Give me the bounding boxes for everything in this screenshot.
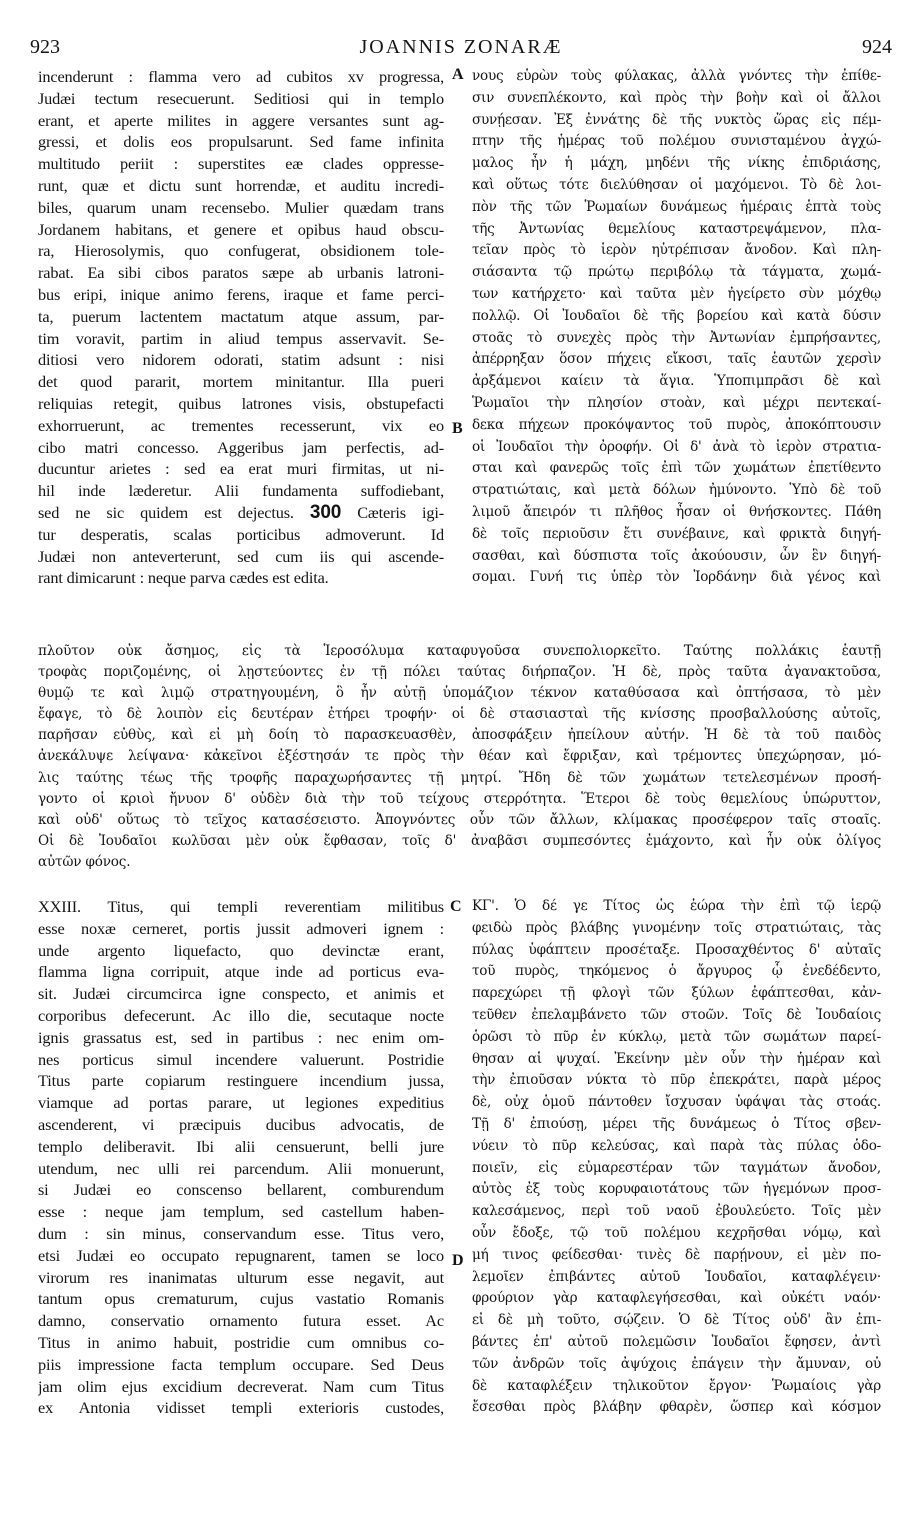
text-line: ἔσεσθαι πρὸς βλάβην φθαρὲν, ὥσπερ καὶ κόσμον — [472, 1399, 881, 1416]
page-number-right: 924 — [862, 36, 892, 58]
text-line: καλεσάμενος, περὶ τοῦ ναοῦ ἐβουλεύετο. Τοῖς μὲν — [472, 1203, 881, 1220]
text-line: dum : sin minus, conservandum esse. Titus vero, — [38, 1223, 444, 1243]
text-line: δὲ καταφλέξειν τηλικοῦτον ἔργον· Ῥωμαίοις γὰρ — [472, 1377, 881, 1394]
text-line: αὐτῶν φόνος. — [38, 853, 131, 870]
text-line: Judæi tectum resecuerunt. Seditiosi qui in templo — [38, 88, 444, 108]
text-line: νύειν τὸ πῦρ κελεύσας, καὶ παρὰ τὰς πύλας ὁδο- — [472, 1137, 881, 1154]
running-title: JOANNIS ZONARÆ — [359, 36, 563, 58]
text-line: θησαν αἱ ψυχαί. Ἐκείνην μὲν οὖν τὴν ἡμέραν καὶ — [472, 1050, 881, 1067]
text-line: πτην τῆς ἡμέρας τοῦ πολέμου συνισταμένου ἀγχώ- — [472, 133, 881, 150]
text-line: reliquias retegit, quibus latrones visis, obstupefacti — [38, 393, 444, 413]
text-line: cibo matri concesso. Aggeribus jam perfectis, ad- — [38, 437, 444, 457]
margin-marker-a: A — [452, 66, 464, 83]
text-line: ascenderent, vi præcipuis ducibus advocatis, de — [38, 1114, 444, 1134]
margin-marker-b: B — [452, 420, 463, 437]
greek-column-bottom — [472, 896, 881, 1419]
text-line: στρατιώταις, καὶ μετὰ δόλων ἠμύνοντο. Ὑπὸ δὲ τοῦ — [472, 482, 881, 499]
text-line: tantum opus crematurum, cujus vastatio Romanis — [38, 1289, 444, 1309]
text-line: παρῆσαν εὐθὺς, καὶ εἰ μὴ δοίη τὸ παρασκευασθὲν, ἀποσφάξειν ἠπείλουν αὐτήν. Ἡ δὲ τὰ τοῦ παιδὸς — [38, 727, 881, 744]
text-line: biles, quarum unam recensebo. Mulier quædam trans — [38, 197, 444, 217]
text-line: ex Antonia vidisset templi exterioris custodes, — [38, 1398, 444, 1418]
text-line: δὲ τοῖς περιοῦσιν ἔτι συνέβαινε, καὶ φρικτὰ διηγή- — [472, 525, 881, 542]
text-line: νους εὑρὼν τοὺς φύλακας, ἀλλὰ γνόντες τὴν ἐπίθε- — [472, 68, 881, 84]
text-line: Titus in animo habuit, postridie cum omnibus co- — [38, 1332, 444, 1352]
text-line: flamma ligna corripuit, atque inde ad porticus eva- — [38, 962, 444, 982]
text-line: αὐτὸς ἐξ τοὺς κορυφαιοτάτους τῶν ἡγεμόνων προσ- — [472, 1181, 881, 1198]
text-line — [38, 502, 444, 524]
text-line: ἀπέρρηξαν ὅσον πήχεις εἴκοσι, ταῖς ἑαυτῶν χερσὶν — [472, 351, 881, 368]
text-line: Οἱ δὲ Ἰουδαῖοι κωλῦσαι μὲν οὐκ ἔφθασαν, τοῖς δ' ἀναβᾶσι συμπεσόντες ἐμάχοντο, καὶ ἦν οὐκ ὀλίγος — [38, 832, 881, 849]
text-line: corporibus defecerunt. Ac illo die, secutaque nocte — [38, 1005, 444, 1025]
text-line: rant dimicarunt : neque parva cædes est edita. — [38, 568, 329, 588]
text-line: των κατήρχετο· καὶ ταῦτα μὲν ἠγείρετο σὺν μόχθῳ — [472, 285, 881, 302]
text-line: φρούριον γὰρ καταφλεγήσεσθαι, καὶ οὐκέτι ναόν· — [472, 1290, 881, 1307]
text-line: nes porticus simul incendere valuerunt. Postridie — [38, 1049, 444, 1069]
text-line: πλοῦτον οὐκ ἄσημος, εἰς τὰ Ἱεροσόλυμα καταφυγοῦσα συνεπολιορκεῖτο. Ταύτης πολλάκις ἑαυτῇ — [38, 643, 881, 659]
text-line: σομαι. Γυνή τις ὑπὲρ τὸν Ἰορδάνην διὰ γένος καὶ — [472, 569, 881, 586]
text-line: viamque ad portas parare, ut legiones expeditius — [38, 1093, 444, 1113]
text-line: τὴν ἐπιοῦσαν νύκτα τὸ πῦρ ἐπεκράτει, παρὰ μέρος — [472, 1072, 881, 1089]
text-line: φειδὼ πρὸς βλάβης γινομένην τοῖς στρατιώταις, τὰς — [472, 919, 881, 936]
margin-marker-c: C — [450, 898, 462, 915]
text-line-part: Cæteris igi- — [341, 502, 444, 522]
text-line: runt, quæ et dictu sunt horrendæ, et auditu incredi- — [38, 175, 444, 195]
text-line: λις ταύτης τέως τῆς τροφῆς παραχωρήσαντες τῇ μητρί. Ἤδη δὲ τῶν χωμάτων τετελεσμένων προσή- — [38, 769, 881, 786]
greek-column-top — [472, 66, 881, 589]
text-line: θυμῷ τε καὶ λιμῷ στρατηγουμένη, ὃ ἦν αὐτῇ ὑπομάζιον τέκνον καταθύσασα καὶ ὀπτήσασα, τὸ μὲν — [38, 685, 881, 702]
text-line: ἀρξάμενοι καίειν τὰ ἅγια. Ὑποπιμπρᾶσι δὲ καὶ — [472, 373, 881, 390]
text-line: rabat. Ea sibi cibos paratos sæpe ab urbanis latroni- — [38, 263, 444, 283]
text-line: ὁρῶσι τὸ πῦρ ἐν κύκλῳ, μετὰ τῶν σωμάτων παρεί- — [472, 1028, 881, 1045]
text-line: piis impressione facta templum occupare. Sed Deus — [38, 1354, 444, 1374]
text-line: ΚΓ'. Ὁ δέ γε Τίτος ὡς ἑώρα τὴν ἐπὶ τῷ ἱερῷ — [472, 898, 881, 914]
text-line: Titus parte copiarum restinguere incendium jussa, — [38, 1071, 444, 1091]
text-line: λιμοῦ ἄπειρόν τι πλῆθος ἦσαν οἱ θνήσκοντες. Πάθη — [472, 503, 881, 520]
text-line: μαλος ἦν ἡ μάχη, μηδένι τῆς νίκης ἐπιδριάσης, — [472, 155, 881, 172]
text-line: tur desperatis, scalas porticibus admoverunt. Id — [38, 524, 444, 544]
text-line: XXIII. Titus, qui templi reverentiam militibus — [38, 897, 444, 916]
text-line: Τῇ δ' ἐπιούσῃ, μέρει τῆς δυνάμεως ὁ Τίτος σβεν- — [472, 1115, 881, 1132]
latin-column-bottom — [38, 896, 444, 1419]
text-line: σιάσαντα τῷ πρώτῳ περιβόλῳ τὰ τάγματα, χωμά- — [472, 264, 881, 281]
text-line: παρεχώρει τῇ φλογὶ τῶν ξύλων ἐφάπτεσθαι, κἀν- — [472, 985, 881, 1002]
text-line: τοῦ πυρὸς, τηκόμενος ὁ ἄργυρος ᾧ ἐνεδέδεντο, — [472, 963, 881, 980]
text-line: etsi Judæi eo occupato repugnarent, tamen se loco — [38, 1245, 444, 1265]
text-line: ditiosi vero nidorem odorati, statim adsunt : nisi — [38, 350, 444, 370]
text-line: δεκα πήχεων προκόψαντος τοῦ πυρὸς, ἀποκόπτουσιν — [472, 416, 881, 433]
text-line: τῶν ἀνδρῶν τοῖς ἀψύχοις ἐπάγειν τὴν ἄμυναν, οὐ — [472, 1355, 881, 1372]
text-line: hil inde læderetur. Alii fundamenta suffodiebant, — [38, 481, 444, 501]
text-line: λεμοῖεν ἐπιβάντες αὐτοῦ Ἰουδαῖοι, καταφλέγειν· — [472, 1268, 881, 1285]
text-line: jam olim ejus excidium decreverat. Nam cum Titus — [38, 1376, 444, 1396]
text-line: σασθαι, καὶ δύσπιστα τοῖς ἀκούουσιν, ὧν ἓν διηγή- — [472, 547, 881, 564]
page-number-left: 923 — [30, 36, 60, 58]
text-line: τεῖαν πρὸς τὸ ἱερὸν ηὐτρέπισαν ἄνοδον. Καὶ πλη- — [472, 242, 881, 259]
text-line: εἰ δὲ μὴ τοῦτο, σῴζειν. Ὁ δὲ Τίτος οὐδ' ἂν ἐπι- — [472, 1312, 881, 1329]
margin-page-number: 300 — [309, 501, 342, 523]
text-line: ποιεῖν, εἰς εὐμαρεστέραν τῶν ταγμάτων ἄνοδον, — [472, 1159, 881, 1176]
text-line: Judæi non anteverterunt, sed cum iis qui ascende- — [38, 546, 444, 566]
text-line: βάντες ἐπ' αὐτοῦ πολεμῶσιν Ἰουδαῖοι ἔφησεν, ἀντὶ — [472, 1333, 881, 1350]
text-line: ἀνεκάλυψε λείψανα· κἀκεῖνοι ἐξέστησάν τε πρὸς τὴν θέαν καὶ ἔφριξαν, καὶ τρέμοντες ὑπεχώρησαν, μό- — [38, 748, 881, 765]
text-line: καὶ οὐδ' οὕτως τὸ τεῖχος κατασέσειστο. Ἀπογνόντες οὖν τῶν ἄλλων, κλίμακας προσέφερον ταῖς στοαῖς. — [38, 811, 881, 828]
text-line: οἱ Ἰουδαῖοι τὴν ὀροφήν. Οἱ δ' ἀνὰ τὸ ἱερὸν στρατια- — [472, 438, 881, 455]
text-line: virorum res inanimatas ulturum esse negavit, aut — [38, 1267, 444, 1287]
text-line: tim voravit, partim in aliud tempus asservavit. Se- — [38, 328, 444, 348]
text-line: οὖν ἔδοξε, τῷ τοῦ πολέμου κεχρῆσθαι νόμῳ, καὶ — [472, 1224, 881, 1241]
text-line: ἔφαγε, τὸ δὲ λοιπὸν εἰς δευτέραν ἐτήρει τροφήν· οἱ δὲ στασιασταὶ τῆς κνίσσης προσβαλλούσης αὐτοῖς, — [38, 706, 881, 723]
text-line: σιν συνεπλέκοντο, καὶ πρὸς τὴν βοὴν καὶ οἱ ἄλλοι — [472, 89, 881, 106]
margin-marker-d: D — [452, 1252, 464, 1269]
text-line: Ῥωμαῖοι τὴν πλησίον στοὰν, καὶ μέχρι πεντεκαί- — [472, 394, 881, 411]
text-line: exhorruerunt, ac trementes recesserunt, vix eo — [38, 415, 444, 435]
text-line: στοᾶς τὸ συνεχὲς πρὸς τὴν Ἀντωνίαν ἐμπρήσαντες, — [472, 329, 881, 346]
text-line: multitudo periit : superstites eæ clades oppresse- — [38, 154, 444, 174]
text-line: μή τινος φείδεσθαι· τινὲς δὲ παρῄνουν, εἰ μὲν πο- — [472, 1246, 881, 1263]
text-line: σται καὶ φανερῶς τοῖς ἐπὶ τῶν χωμάτων ἐπετίθεντο — [472, 460, 881, 477]
text-line: ducuntur arietes : sed ea erat muri firmitas, ut ni- — [38, 459, 444, 479]
text-line: templo deliberavit. Ibi alii censuerunt, belli jure — [38, 1136, 444, 1156]
text-line: συνῄεσαν. Ἐξ ἐννάτης δὲ τῆς νυκτὸς ὥρας εἰς πέμ- — [472, 111, 881, 128]
text-line: gressi, et dolis eos propulsarunt. Sed fame infinita — [38, 132, 444, 152]
text-line: πὸν τῆς τῶν Ῥωμαίων δυνάμεως ἡμέραις ἑπτὰ τοὺς — [472, 198, 881, 215]
text-line: incenderunt : flamma vero ad cubitos xv progressa, — [38, 67, 444, 86]
text-line: καὶ οὕτως τότε διελύθησαν οἱ μαχόμενοι. Τὸ δὲ λοι- — [472, 176, 881, 193]
text-line: bus eripi, inique animo ferens, iraque et fame perci- — [38, 284, 444, 304]
text-line: utendum, nec ulli rei parcendum. Alii monuerunt, — [38, 1158, 444, 1178]
text-line: damno, conservatio ornamento futura esset. Ac — [38, 1311, 444, 1331]
text-line: ra, Hierosolymis, quo confugerat, obsidionem tole- — [38, 241, 444, 261]
text-line-part: sed ne sic quidem est dejectus. — [38, 502, 310, 522]
text-line: si Judæi eo conscenso bellarent, comburendum — [38, 1180, 444, 1200]
text-line: sit. Judæi circumcirca igne conspecto, et animis et — [38, 984, 444, 1004]
text-line: erant, et aperte milites in aggere versantes sunt ag- — [38, 110, 444, 130]
greek-full-width-block — [38, 641, 881, 873]
text-line: esse : neque jam templum, sed castellum haben- — [38, 1202, 444, 1222]
latin-column-top — [38, 66, 444, 589]
text-line: Jordanem habitans, et genere et opibus haud obscu- — [38, 219, 444, 239]
text-line: ignis grassatus est, sed in partibus : nec enim om- — [38, 1027, 444, 1047]
text-line: γοντο οἱ κριοὶ ἤνυον δ' οὐδὲν διὰ τὴν τοῦ τείχους στερρότητα. Ἕτεροι δὲ τοὺς θεμελίους ὑπώρυττον, — [38, 790, 881, 807]
text-line: πύλας ὑφάπτειν προσέταξε. Προσαχθέντος δ' αὐταῖς — [472, 941, 881, 958]
text-line: unde argento liquefacto, quo devinctæ erant, — [38, 940, 444, 960]
text-line: τεῦθεν ἐπελαμβάνετο τῶν στοῶν. Τοῖς δὲ Ἰουδαίοις — [472, 1006, 881, 1023]
text-line: esse noxæ cerneret, portis jussit admoveri ignem : — [38, 918, 444, 938]
text-line: det quod pararit, mortem minitantur. Illa pueri — [38, 372, 444, 392]
text-line: δὲ, οὐχ ὁμοῦ πάντοθεν ἴσχυσαν ὑφάψαι τὰς στοάς. — [472, 1094, 881, 1111]
text-line: ta, puerum lactentem mactatum atque assum, par- — [38, 306, 444, 326]
text-line: τροφὰς ποριζομένης, οἱ λῃστεύοντες ἐν τῇ πόλει ταύτας διήρπαζον. Ἡ δὲ, πρὸς ταῦτα ἀγανακτοῦσα, — [38, 664, 881, 681]
text-line: πολλῷ. Οἱ Ἰουδαῖοι δὲ τῆς βορείου καὶ κατὰ δύσιν — [472, 307, 881, 324]
page-header — [30, 28, 892, 58]
text-line: τῆς Ἀντωνίας θεμελίους καταστρεψάμενον, πλα- — [472, 220, 881, 237]
